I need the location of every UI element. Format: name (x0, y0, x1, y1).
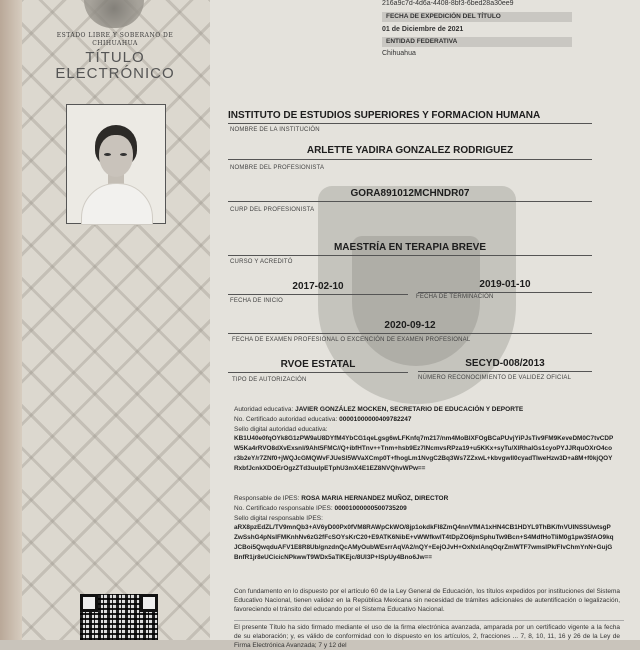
qr-code[interactable] (80, 594, 158, 640)
institucion-value: INSTITUTO DE ESTUDIOS SUPERIORES Y FORMACION HUMANA (228, 110, 541, 121)
responsable-label: Responsable de IPES: (234, 495, 300, 502)
institucion-label: NOMBRE DE LA INSTITUCIÓN (230, 127, 320, 133)
autoridad-educativa (234, 405, 523, 414)
photo-eye (120, 153, 127, 156)
fecha-inicio-line (228, 294, 408, 295)
left-decorative-panel (22, 0, 210, 640)
entidad-value: Chihuahua (382, 50, 416, 57)
curso-label: CURSO Y ACREDITÓ (230, 259, 293, 265)
responsable-certificado (234, 504, 407, 513)
folio-value: 216a9c7d-4d6a-4408-8bf3-6bed28a30ee9 (382, 0, 514, 7)
qr-finder (80, 594, 98, 612)
fecha-examen-line (228, 333, 592, 334)
legal-paragraph-1: Con fundamento en lo dispuesto por el artículo 60 de la Ley General de Educación, los títulos expedidos por instituciones del Sistema Educativo Nacional, tienen validez en la República Mexicana sin necesidad de trámites adicionales de autentificación o legalización, favoreciendo el tránsito del educando por el Sistema Educativo Nacional. (234, 588, 620, 613)
autoridad-label: Autoridad educativa: (234, 406, 294, 413)
responsable-cert-label: No. Certificado responsable IPES: (234, 505, 333, 512)
autoridad-cert-label: No. Certificado autoridad educativa: (234, 416, 338, 423)
rvoe-label: NÚMERO RECONOCIMIENTO DE VALIDEZ OFICIAL (418, 375, 572, 381)
responsable-ipes (234, 494, 448, 503)
fecha-examen-label: FECHA DE EXAMEN PROFESIONAL O EXCENCIÓN DE EXAMEN PROFESIONAL (232, 337, 471, 343)
profesionista-photo (66, 104, 166, 224)
fecha-terminacion-line (418, 292, 592, 293)
state-name: ESTADO LIBRE Y SOBERANO DE CHIHUAHUA (56, 32, 174, 47)
entidad-label: ENTIDAD FEDERATIVA (382, 37, 572, 47)
autoridad-cert-value: 00001000000409782247 (339, 416, 412, 423)
title-line-2: ELECTRÓNICO (55, 65, 175, 82)
autoridad-sello-value: KB1U40e0fqOYk8G1zPW9aU8DYfM4YbCG1qeLgsg6wLFKnfq7m217/nm4MoBlXFOgBCaPUvjYiPJsTiv9FM9KeveDM0C7tvCDPW5Ka4rRVO8dXvExsnl/9Aht5FMC//Q+ibfHTnv++Tnm+hsb9Ez7INcmvsRPza19+u5KKx+syTu/XlRhalGs1cyoPYJJRquOXrO4cor3b2eY/r7ZNf0+jWQJcGMQWvFJUeSI5WVaXCmp0T+fhogLm1NvgC2Bq3Ws7ZZxwL+kbvgwlI0cyadTIweHzw3D+a8M+f0kjQOYRxbfJcnkXDOErOgzZTd3uulpETphU3mX4E1EZ8NVQhvWPw== (234, 435, 614, 472)
photo-face (99, 135, 133, 177)
responsable-value: ROSA MARIA HERNANDEZ MUÑOZ, DIRECTOR (301, 495, 449, 502)
tipo-autorizacion-value: RVOE ESTATAL (280, 359, 356, 370)
profesionista-value: ARLETTE YADIRA GONZALEZ RODRIGUEZ (306, 145, 514, 156)
page-edge-shadow (0, 0, 22, 640)
tipo-autorizacion-label: TIPO DE AUTORIZACIÓN (232, 377, 307, 383)
curp-label: CURP DEL PROFESIONISTA (230, 207, 315, 213)
document-title (50, 50, 180, 82)
institucion-line (228, 123, 592, 124)
photo-eye (104, 153, 111, 156)
curso-line (228, 255, 592, 256)
autoridad-certificado (234, 415, 411, 424)
curp-value: GORA891012MCHNDR07 (350, 188, 470, 199)
responsable-sello-value: aRX8pzEdZL/TV9mnQb3+AV6yD00Px0fVM8RAWpCkWO/8jp1okdkFI8ZmQ4nnVfMA1xHN4CB1HDYL9ThBK/fnVUINSSUwtsgPZwSshG4pNsIFMKnhNv6zG2fFcSOYsKrC20+E9ATK6NibE+vWWfkwlT4tDpZO6jmSphuTw9Bcn+S4MdfHoTIiM0g1pw35fAO9kqJCBoi5QwqduAFV1E8R8Ub/gnzdnQcAMyOubWEsrrAqVA2/nQY+EejOJvH+OxNxlAnqOqrZmWTF7wmsIPk/FlvChmYnN+GujGBnfR1jr8eUCicicNPkwwT9WDx5aTIKEjc/8UI3P+ISpUy4Bno6Jw== (234, 524, 614, 561)
autoridad-value: JAVIER GONZÁLEZ MOCKEN, SECRETARIO DE EDUCACIÓN Y DEPORTE (295, 406, 524, 413)
title-line-1: TÍTULO (85, 49, 145, 66)
legal-paragraph-2: El presente Título ha sido firmado mediante el uso de la firma electrónica avanzada, amparada por un certificado vigente a la fecha de su elaboración; y, es válido de conformidad con lo dispuesto en los artículos, 2, fracciones ... 7, 8, 10, 11, 16 y 26 de la Ley de Firma Electrónica Avanzada; 7 y 12 del (234, 624, 620, 649)
profesionista-line (228, 159, 592, 160)
rvoe-line (418, 371, 592, 372)
fecha-inicio-value: 2017-02-10 (292, 281, 344, 292)
qr-finder (140, 594, 158, 612)
profesionista-label: NOMBRE DEL PROFESIONISTA (230, 165, 325, 171)
curso-value: MAESTRÍA EN TERAPIA BREVE (333, 242, 487, 253)
fecha-expedicion-value: 01 de Diciembre de 2021 (382, 26, 464, 33)
fecha-inicio-label: FECHA DE INICIO (230, 298, 284, 304)
legal-separator (234, 620, 624, 621)
fecha-examen-value: 2020-09-12 (384, 320, 436, 331)
tipo-autorizacion-line (228, 372, 408, 373)
fecha-terminacion-value: 2019-01-10 (479, 279, 531, 290)
responsable-cert-value: 00001000000500735209 (334, 505, 407, 512)
autoridad-sello-label: Sello digital autoridad educativa: (234, 426, 328, 433)
responsable-sello-label: Sello digital responsable IPES: (234, 515, 323, 522)
photo-shoulders (81, 183, 153, 225)
fecha-expedicion-label: FECHA DE EXPEDICIÓN DEL TÍTULO (382, 12, 572, 22)
fecha-terminacion-label: FECHA DE TERMINACIÓN (416, 294, 494, 300)
rvoe-value: SECYD-008/2013 (465, 358, 545, 369)
curp-line (228, 201, 592, 202)
